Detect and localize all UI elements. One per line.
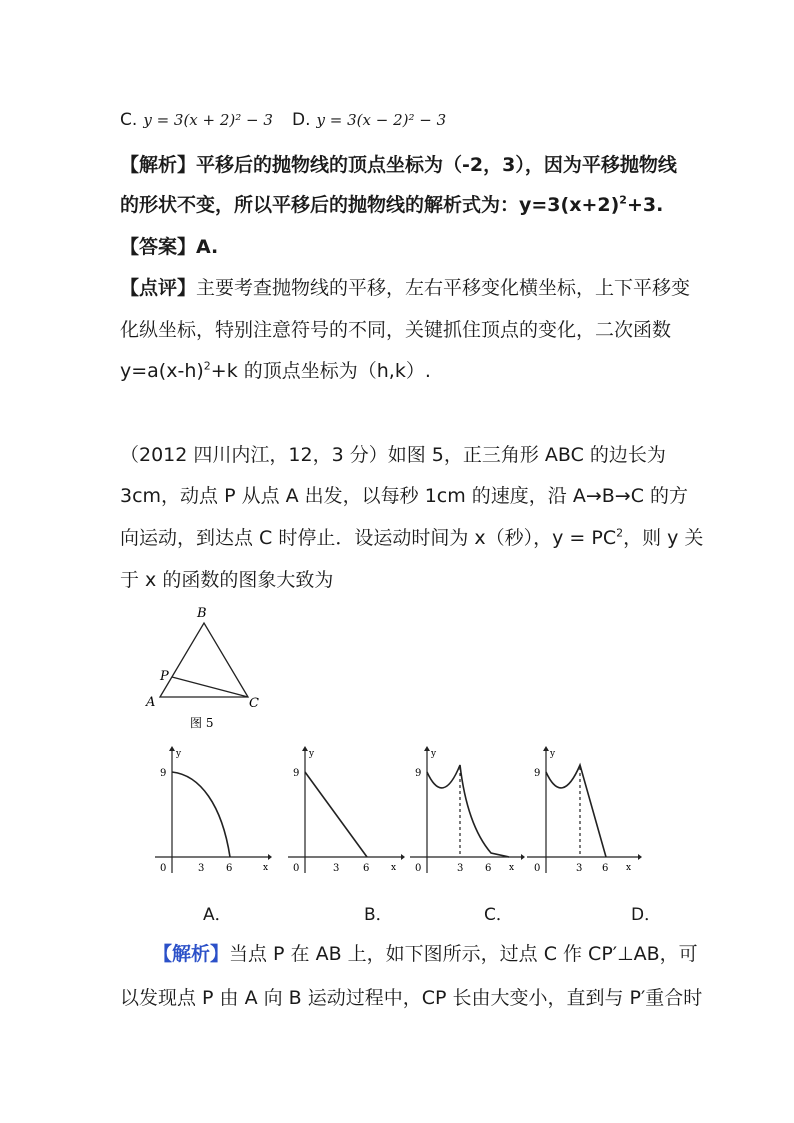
question-line2: 3cm，动点 P 从点 A 出发，以每秒 1cm 的速度，沿 A→B→C 的方: [120, 485, 688, 507]
option-c-letter: C.: [120, 110, 138, 130]
figure5-triangle: [140, 600, 280, 735]
tick-6: 6: [485, 863, 492, 874]
origin-label: 0: [415, 863, 422, 874]
tick-3: 3: [457, 863, 464, 874]
tick-6: 6: [363, 863, 370, 874]
analysis1-exponent: 2: [619, 193, 627, 207]
question-text3a: 向运动，到达点 C 时停止．设运动时间为 x（秒），y = PC: [120, 527, 617, 549]
y-arrow-icon: [543, 746, 549, 751]
comment-exponent: 2: [203, 359, 211, 373]
tick-3: 3: [198, 863, 205, 874]
y-arrow-icon: [169, 746, 175, 751]
origin-label: 0: [293, 863, 300, 874]
tick-9: 9: [160, 768, 167, 779]
tick-6: 6: [602, 863, 609, 874]
graph-b: [283, 745, 405, 880]
question-exponent: 2: [616, 526, 624, 540]
label-p: P: [160, 669, 169, 684]
tick-3: 3: [333, 863, 340, 874]
option-d-formula: y = 3(x − 2)² − 3: [316, 111, 447, 129]
analysis1-line2-text: 的形状不变，所以平移后的抛物线的解析式为：y=3(x+2): [120, 194, 620, 216]
analysis1-line1: 【解析】平移后的抛物线的顶点坐标为（-2，3），因为平移抛物线: [120, 154, 677, 176]
graph-c: [405, 745, 527, 880]
option-c: [120, 108, 273, 130]
origin-label: 0: [160, 863, 167, 874]
analysis1-line2: [120, 190, 663, 217]
tick-6: 6: [226, 863, 233, 874]
question-line1: （2012 四川内江，12，3 分）如图 5，正三角形 ABC 的边长为: [120, 444, 666, 466]
tick-3: 3: [576, 863, 583, 874]
caption-d: D．: [631, 905, 662, 925]
caption-b: B．: [364, 905, 393, 925]
tick-9: 9: [293, 768, 300, 779]
x-arrow-icon: [638, 854, 642, 860]
comment-line2: 化纵坐标，特别注意符号的不同，关键抓住顶点的变化，二次函数: [120, 319, 672, 341]
caption-c: C．: [484, 905, 513, 925]
analysis2-text1: 当点 P 在 AB 上，如下图所示，过点 C 作 CP′⊥AB，可: [229, 943, 698, 965]
caption-a: A．: [203, 905, 232, 925]
option-d-letter: D.: [292, 110, 311, 130]
comment-formula: y=a(x-h): [120, 360, 204, 382]
segment-pc: [172, 677, 248, 697]
option-d: [292, 108, 446, 130]
curve-d: [546, 765, 606, 857]
comment-line3: [120, 356, 431, 383]
curve-b: [305, 772, 367, 857]
comment-text1: 主要考查抛物线的平移，左右平移变化横坐标，上下平移变: [196, 277, 691, 299]
analysis2-line2: 以发现点 P 由 A 向 B 运动过程中，CP 长由大变小，直到与 P′重合时: [120, 987, 703, 1009]
analysis2-line1: [153, 939, 698, 966]
x-arrow-icon: [268, 854, 272, 860]
analysis1-line2-tail: +3.: [626, 194, 664, 216]
y-label: y: [309, 749, 315, 759]
label-a: A: [146, 695, 156, 710]
x-label: x: [391, 863, 397, 873]
y-arrow-icon: [424, 746, 430, 751]
y-label: y: [176, 749, 182, 759]
answer-line: 【答案】A.: [120, 236, 219, 258]
comment-text3: +k 的顶点坐标为（h,k）.: [210, 360, 431, 382]
tick-9: 9: [415, 768, 422, 779]
graph-d: [522, 745, 644, 880]
comment-line1: [120, 273, 690, 300]
y-label: y: [550, 749, 556, 759]
curve-a: [172, 772, 230, 857]
x-label: x: [509, 863, 515, 873]
label-c: C: [249, 696, 259, 711]
curve-c: [427, 765, 509, 857]
graph-a: [150, 745, 272, 880]
question-text3b: ，则 y 关: [623, 527, 704, 549]
x-label: x: [626, 863, 632, 873]
option-c-formula: y = 3(x + 2)² − 3: [143, 111, 273, 129]
figure5-caption: 图 5: [190, 716, 214, 730]
origin-label: 0: [534, 863, 541, 874]
question-line3: [120, 523, 703, 550]
y-arrow-icon: [302, 746, 308, 751]
comment-label: 【点评】: [120, 277, 197, 299]
analysis2-label: 【解析】: [153, 943, 230, 965]
question-line4: 于 x 的函数的图象大致为: [120, 569, 334, 591]
x-label: x: [263, 863, 269, 873]
tick-9: 9: [534, 768, 541, 779]
y-label: y: [431, 749, 437, 759]
label-b: B: [197, 606, 207, 621]
